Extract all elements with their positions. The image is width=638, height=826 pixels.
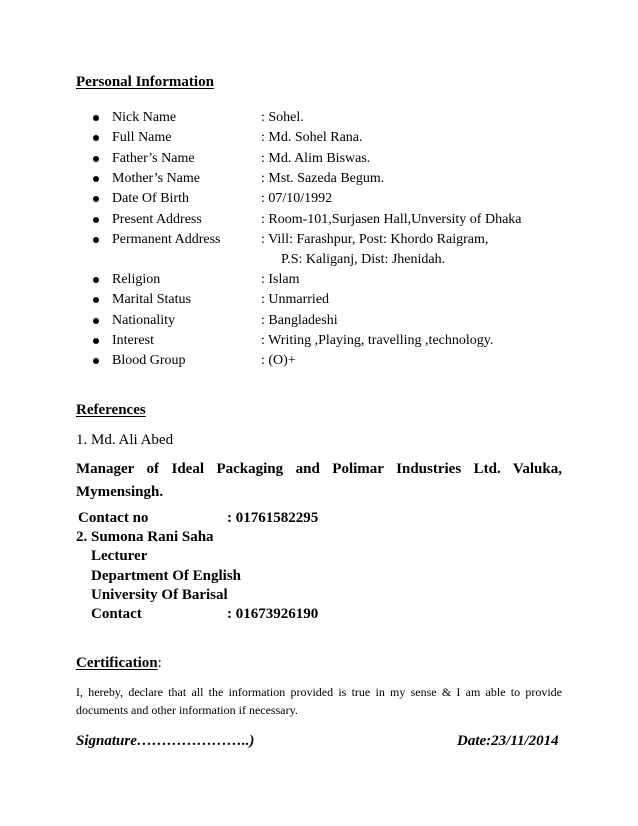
reference-1-name: 1. Md. Ali Abed [76,432,174,448]
personal-information-heading: Personal Information [76,74,214,90]
info-label: Marital Status [112,292,191,307]
signature-line: Signature…………………..) [76,733,255,749]
info-label: Father’s Name [112,151,195,166]
bullet-icon [93,277,99,283]
reference-2-name: 2. Sumona Rani Saha [76,529,214,545]
bullet-icon [93,196,99,202]
info-value: : Writing ,Playing, travelling ,technology. [261,333,494,348]
bullet-icon [93,135,99,141]
info-value: : Md. Alim Biswas. [261,151,371,166]
info-value: : Mst. Sazeda Begum. [261,171,385,186]
info-value: : Md. Sohel Rana. [261,130,363,145]
info-value-line2: P.S: Kaliganj, Dist: Jhenidah. [281,252,446,267]
info-label: Mother’s Name [112,171,200,186]
bullet-icon [93,338,99,344]
bullet-icon [93,176,99,182]
info-label: Permanent Address [112,232,221,247]
bullet-icon [93,318,99,324]
date-line: Date:23/11/2014 [457,733,559,749]
reference-1-contact-value: : 01761582295 [227,510,319,526]
certification-heading [76,655,162,672]
reference-1-position-line2: Mymensingh. [76,484,164,500]
reference-1-contact-label: Contact no [78,510,149,526]
reference-2-contact-value: : 01673926190 [227,606,319,622]
info-value: : Unmarried [261,292,330,307]
info-label: Interest [112,333,154,348]
bullet-icon [93,115,99,121]
bullet-icon [93,237,99,243]
info-label: Present Address [112,212,202,227]
info-label: Nationality [112,313,175,328]
references-heading: References [76,402,146,418]
info-value: : Room-101,Surjasen Hall,Unversity of Dhaka [261,212,522,227]
info-value: : Islam [261,272,300,287]
certification-text-line1: I, hereby, declare that all the information provided is true in my sense & I am able to provide [76,685,562,699]
info-value: : (O)+ [261,353,296,368]
info-label: Religion [112,272,161,287]
info-label: Full Name [112,130,172,145]
reference-2-title: Lecturer [91,548,148,564]
info-label: Date Of Birth [112,191,189,206]
reference-2-contact-label: Contact [91,606,142,622]
bullet-icon [93,156,99,162]
info-label: Blood Group [112,353,186,368]
bullet-icon [93,297,99,303]
bullet-icon [93,217,99,223]
info-value: : 07/10/1992 [261,191,333,206]
info-label: Nick Name [112,110,177,125]
bullet-icon [93,358,99,364]
certification-colon: : [157,655,162,671]
info-value: : Sohel. [261,110,304,125]
reference-2-university: University Of Barisal [91,587,228,603]
reference-2-department: Department Of English [91,568,241,584]
info-value: : Bangladeshi [261,313,338,328]
certification-heading-text: Certification [76,655,158,671]
reference-1-position: Manager of Ideal Packaging and Polimar Industries Ltd. Valuka, [76,461,562,477]
info-value: : Vill: Farashpur, Post: Khordo Raigram, [261,232,489,247]
certification-text-line2: documents and other information if necessary. [76,703,298,717]
